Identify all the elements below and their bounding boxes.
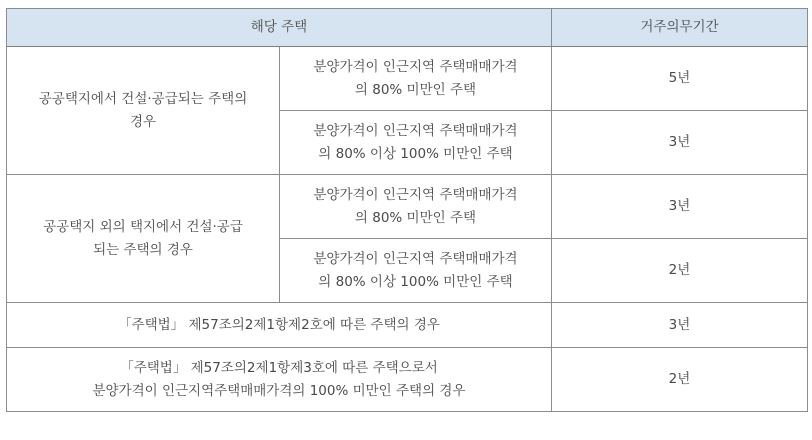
table-row xyxy=(7,175,808,239)
special-case-line: 「주택법」 제57조의2제1항제2호에 따른 주택의 경우 xyxy=(118,316,440,333)
condition-line: 분양가격이 인근지역 주택매매가격 xyxy=(313,250,518,267)
special-case-cell xyxy=(7,348,552,412)
condition-cell xyxy=(280,47,552,111)
table-row xyxy=(7,47,808,111)
period-cell: 2년 xyxy=(552,239,808,303)
residence-obligation-table xyxy=(6,8,808,412)
period-cell: 3년 xyxy=(552,111,808,175)
condition-line: 분양가격이 인근지역 주택매매가격 xyxy=(313,186,518,203)
condition-line: 의 80% 이상 100% 미만인 주택 xyxy=(318,145,513,162)
period-cell: 2년 xyxy=(552,348,808,412)
header-period: 거주의무기간 xyxy=(552,9,808,47)
period-cell: 3년 xyxy=(552,175,808,239)
condition-line: 의 80% 이상 100% 미만인 주택 xyxy=(318,273,513,290)
special-case-line: 「주택법」 제57조의2제1항제3호에 따른 주택으로서 xyxy=(120,359,438,376)
condition-line: 분양가격이 인근지역 주택매매가격 xyxy=(313,122,518,139)
period-cell: 3년 xyxy=(552,303,808,348)
category-line: 공공택지 외의 택지에서 건설·공급 xyxy=(43,218,243,235)
condition-line: 분양가격이 인근지역 주택매매가격 xyxy=(313,58,518,75)
condition-cell xyxy=(280,111,552,175)
category-line: 경우 xyxy=(129,113,157,130)
table-row xyxy=(7,303,808,348)
condition-cell xyxy=(280,239,552,303)
condition-line: 의 80% 미만인 주택 xyxy=(354,209,477,226)
condition-line: 의 80% 미만인 주택 xyxy=(354,81,477,98)
header-subject: 해당 주택 xyxy=(7,9,552,47)
table-row xyxy=(7,348,808,412)
category-line: 되는 주택의 경우 xyxy=(93,241,193,258)
period-cell: 5년 xyxy=(552,47,808,111)
category-cell xyxy=(7,175,280,303)
special-case-line: 분양가격이 인근지역주택매매가격의 100% 미만인 주택의 경우 xyxy=(92,382,466,399)
condition-cell xyxy=(280,175,552,239)
category-cell xyxy=(7,47,280,175)
header-row xyxy=(7,9,808,47)
category-line: 공공택지에서 건설·공급되는 주택의 xyxy=(38,90,248,107)
special-case-cell xyxy=(7,303,552,348)
